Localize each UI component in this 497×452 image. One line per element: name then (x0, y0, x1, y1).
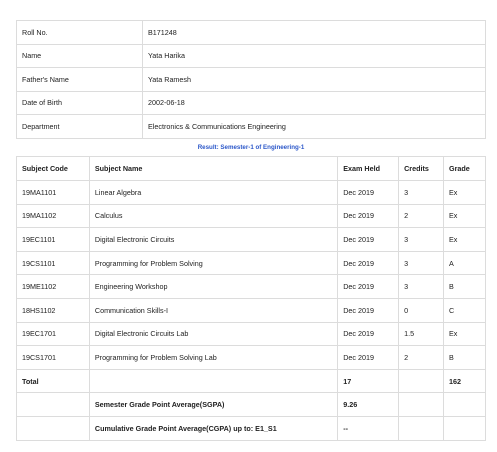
subject-row (17, 346, 486, 370)
subject-name-cell: Engineering Workshop (89, 275, 337, 299)
credits-cell: 3 (399, 275, 444, 299)
grade-cell: B (444, 275, 486, 299)
exam-held-cell: Dec 2019 (338, 181, 399, 205)
total-grade-points: 162 (444, 369, 486, 393)
grade-cell: Ex (444, 322, 486, 346)
credits-cell: 3 (399, 251, 444, 275)
subject-code-cell: 19ME1102 (17, 275, 90, 299)
credits-cell: 3 (399, 181, 444, 205)
cgpa-empty-3 (444, 416, 486, 440)
subject-row (17, 228, 486, 252)
student-info-row (17, 68, 486, 92)
subject-name-cell: Linear Algebra (89, 181, 337, 205)
subject-name-cell: Calculus (89, 204, 337, 228)
subject-code-cell: 19CS1101 (17, 251, 90, 275)
exam-held-cell: Dec 2019 (338, 251, 399, 275)
subject-code-cell: 19CS1701 (17, 346, 90, 370)
cgpa-empty (17, 416, 90, 440)
subject-row (17, 251, 486, 275)
header-subject-name: Subject Name (89, 157, 337, 181)
sgpa-value: 9.26 (338, 393, 399, 417)
exam-held-cell: Dec 2019 (338, 275, 399, 299)
grade-cell: B (444, 346, 486, 370)
info-value: 2002-06-18 (143, 91, 486, 115)
exam-held-cell: Dec 2019 (338, 298, 399, 322)
exam-held-cell: Dec 2019 (338, 346, 399, 370)
total-empty-2 (399, 369, 444, 393)
sgpa-row (17, 393, 486, 417)
cgpa-empty-2 (399, 416, 444, 440)
info-value: B171248 (143, 21, 486, 45)
subject-row (17, 275, 486, 299)
subject-code-cell: 19EC1101 (17, 228, 90, 252)
total-empty (89, 369, 337, 393)
info-value: Yata Harika (143, 44, 486, 68)
info-label: Name (17, 44, 143, 68)
info-label: Roll No. (17, 21, 143, 45)
grade-cell: Ex (444, 228, 486, 252)
credits-cell: 0 (399, 298, 444, 322)
credits-cell: 2 (399, 204, 444, 228)
grades-table (16, 156, 486, 441)
subject-name-cell: Digital Electronic Circuits (89, 228, 337, 252)
header-credits: Credits (399, 157, 444, 181)
sgpa-empty-2 (399, 393, 444, 417)
subject-row (17, 298, 486, 322)
subject-name-cell: Programming for Problem Solving Lab (89, 346, 337, 370)
credits-cell: 2 (399, 346, 444, 370)
subject-row (17, 204, 486, 228)
header-subject-code: Subject Code (17, 157, 90, 181)
sgpa-label: Semester Grade Point Average(SGPA) (89, 393, 337, 417)
result-title: Result: Semester-1 of Engineering-1 (197, 144, 305, 151)
cgpa-label: Cumulative Grade Point Average(CGPA) up to: E1_S1 (89, 416, 337, 440)
cgpa-row (17, 416, 486, 440)
subject-code-cell: 18HS1102 (17, 298, 90, 322)
subject-code-cell: 19MA1101 (17, 181, 90, 205)
student-info-row (17, 91, 486, 115)
grade-cell: A (444, 251, 486, 275)
subject-code-cell: 19EC1701 (17, 322, 90, 346)
header-row (17, 157, 486, 181)
student-info-row (17, 44, 486, 68)
total-credits: 17 (338, 369, 399, 393)
sgpa-empty-3 (444, 393, 486, 417)
grade-cell: Ex (444, 181, 486, 205)
subject-row (17, 181, 486, 205)
credits-cell: 3 (399, 228, 444, 252)
exam-held-cell: Dec 2019 (338, 204, 399, 228)
header-exam-held: Exam Held (338, 157, 399, 181)
info-label: Father's Name (17, 68, 143, 92)
exam-held-cell: Dec 2019 (338, 228, 399, 252)
sgpa-empty (17, 393, 90, 417)
total-label: Total (17, 369, 90, 393)
grade-cell: Ex (444, 204, 486, 228)
grade-cell: C (444, 298, 486, 322)
credits-cell: 1.5 (399, 322, 444, 346)
subject-row (17, 322, 486, 346)
info-value: Electronics & Communications Engineering (143, 115, 486, 139)
info-label: Department (17, 115, 143, 139)
cgpa-value: -- (338, 416, 399, 440)
info-label: Date of Birth (17, 91, 143, 115)
student-info-row (17, 21, 486, 45)
subject-name-cell: Digital Electronic Circuits Lab (89, 322, 337, 346)
total-row (17, 369, 486, 393)
exam-held-cell: Dec 2019 (338, 322, 399, 346)
subject-name-cell: Communication Skills-I (89, 298, 337, 322)
student-info-row (17, 115, 486, 139)
student-info-table (16, 20, 486, 139)
header-grade: Grade (444, 157, 486, 181)
subject-code-cell: 19MA1102 (17, 204, 90, 228)
subject-name-cell: Programming for Problem Solving (89, 251, 337, 275)
info-value: Yata Ramesh (143, 68, 486, 92)
